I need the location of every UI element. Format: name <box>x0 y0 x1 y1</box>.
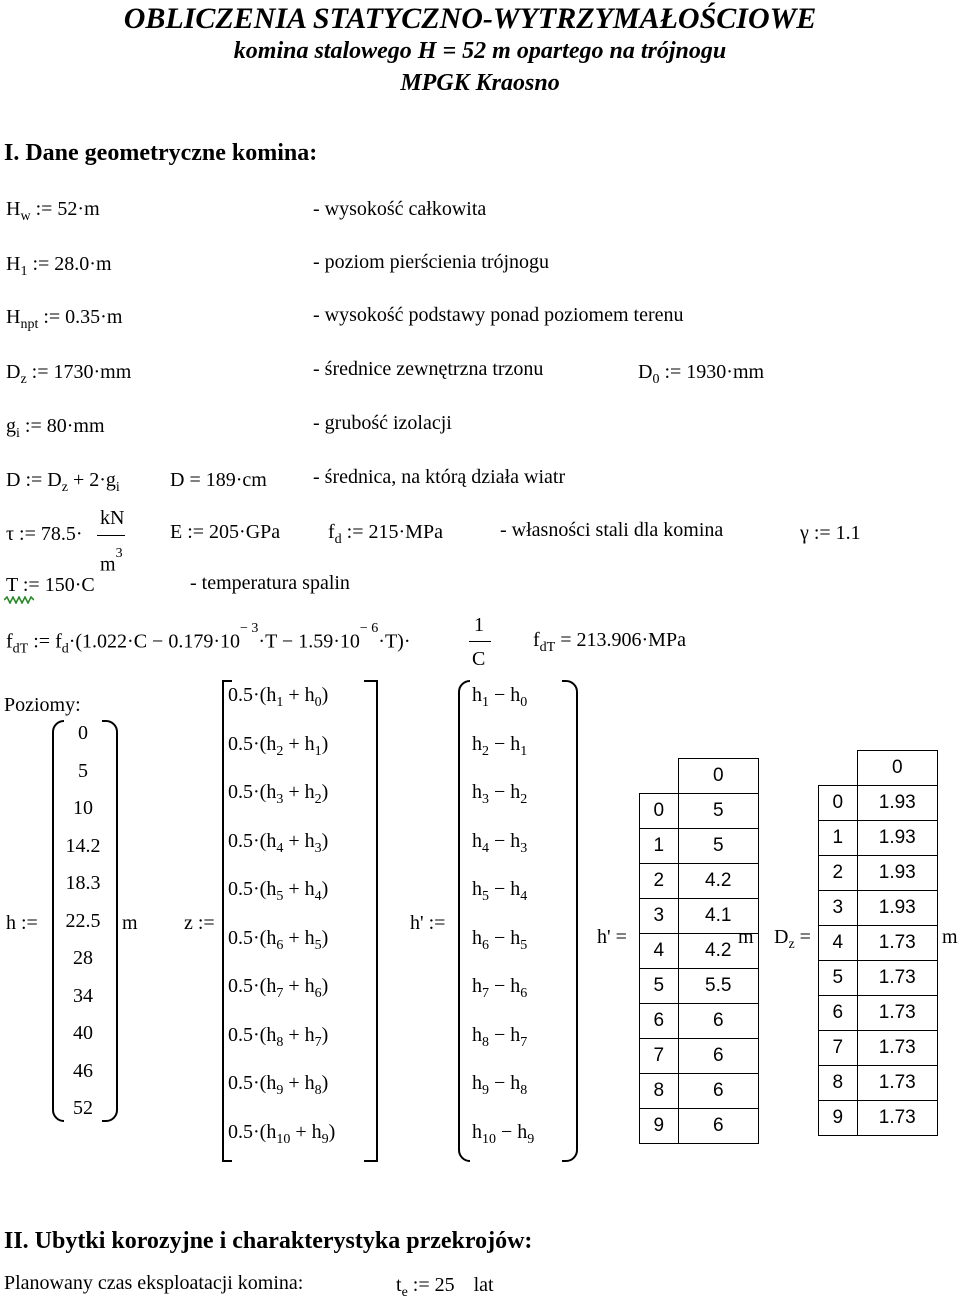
dz-result-cell: 1.93 <box>857 821 938 856</box>
dz-result-cell: 1.93 <box>857 891 938 926</box>
dz-result-row <box>819 856 938 891</box>
h-value: 0 <box>78 722 88 744</box>
hprime-result-row-index: 1 <box>640 828 679 863</box>
desc-Hnpt: - wysokość podstawy ponad poziomem terenu <box>313 304 684 326</box>
dz-result-cell: 1.73 <box>857 996 938 1031</box>
hprime-result-table <box>639 758 759 1144</box>
dz-result-row <box>819 786 938 821</box>
document-subtitle: komina stalowego H = 52 m opartego na trójnogu <box>233 38 727 64</box>
dz-result-row-index: 1 <box>819 821 858 856</box>
dz-result-row-index: 7 <box>819 1031 858 1066</box>
hprime-row: $h_2 - h_1$ <box>472 732 528 759</box>
hprime-row: $h_9 - h_8$ <box>472 1072 528 1098</box>
fdT-frac-num: 1 <box>474 614 484 636</box>
hprime-result-row-index: 2 <box>640 863 679 898</box>
var-H1: $H_1$ := 28.0·m <box>6 253 112 279</box>
hprime-result-row-index: 4 <box>640 933 679 968</box>
hprime-lhs: h' := <box>410 912 446 934</box>
h-value: 14.2 <box>65 834 101 857</box>
dz-result-cell: 1.73 <box>857 961 938 996</box>
dz-result-row <box>819 821 938 856</box>
dz-result-row <box>819 996 938 1031</box>
hprime-result-row <box>640 1038 759 1073</box>
var-D0: $D_0$ := 1930·mm <box>638 361 765 387</box>
hprime-row: $h_{10} - h_9$ <box>472 1120 535 1147</box>
fdT-frac-den: C <box>472 648 486 670</box>
desc-Dz: - średnice zewnętrzna trzonu <box>313 358 544 380</box>
hprime-result-row-index: 8 <box>640 1073 679 1108</box>
hprime-result-row-index: 7 <box>640 1038 679 1073</box>
z-row: $0.5\cdot(h_3 + h_2)$ <box>228 781 329 807</box>
tau-unit-den: $m^3$ <box>100 546 123 576</box>
var-D: D := $D_z + 2\cdot g_i$ <box>6 469 120 495</box>
h-value: 5 <box>78 759 88 782</box>
hprime-result-cell: 5 <box>678 793 759 828</box>
hprime-result-cell: 5.5 <box>678 968 759 1003</box>
hprime-result-unit: m <box>738 926 754 948</box>
desc-T: - temperatura spalin <box>190 572 350 594</box>
hprime-result-cell: 6 <box>678 1003 759 1038</box>
z-row: $0.5\cdot(h_5 + h_4)$ <box>228 878 329 904</box>
hprime-row: $h_1 - h_0$ <box>472 684 528 710</box>
fdT-fraction-bar <box>469 641 491 642</box>
section-heading-corrosion: II. Ubytki korozyjne i charakterystyka przekrojów: <box>4 1228 533 1254</box>
dz-result-cell: 1.73 <box>857 1031 938 1066</box>
dz-result-row-index: 5 <box>819 961 858 996</box>
hprime-row: $h_8 - h_7$ <box>472 1023 528 1050</box>
hprime-result-cell: 6 <box>678 1073 759 1108</box>
dz-result-lhs: $D_z$ = <box>774 926 811 952</box>
h-lhs: h := <box>6 912 38 934</box>
dz-result-row-index: 0 <box>819 786 858 821</box>
dz-result-cell: 1.73 <box>857 1101 938 1136</box>
hprime-result-row-index: 9 <box>640 1108 679 1143</box>
var-gamma: γ := 1.1 <box>800 522 861 544</box>
hprime-result-cell: 4.1 <box>678 898 759 933</box>
h-value: 22.5 <box>65 909 101 932</box>
document-title: OBLICZENIA STATYCZNO-WYTRZYMAŁOŚCIOWE <box>123 2 817 35</box>
hprime-result-cell: 6 <box>678 1108 759 1143</box>
dz-result-row <box>819 1101 938 1136</box>
tau-unit-num: kN <box>100 507 125 529</box>
z-row: $0.5\cdot(h_{10} + h_9)$ <box>228 1120 336 1147</box>
desc-D: - średnica, na którą działa wiatr <box>313 466 566 488</box>
dz-result-cell: 1.73 <box>857 1066 938 1101</box>
dz-result-col-header: 0 <box>857 751 938 786</box>
result-D: D = 189·cm <box>170 469 267 491</box>
result-fdT: $f_{dT} = 213.906\cdot MPa$ <box>533 629 686 655</box>
hprime-result-cell: 6 <box>678 1038 759 1073</box>
hprime-row: $h_3 - h_2$ <box>472 781 528 807</box>
h-value: 18.3 <box>65 872 101 894</box>
hprime-result-cell: 5 <box>678 828 759 863</box>
hprime-result-row <box>640 863 759 898</box>
h-value: 34 <box>73 984 93 1007</box>
formula-fdT: $f_{dT}$ := $f_d\cdot(1.022\cdot C - 0.179\cdot 10^{- 3}\cdot T - 1.59\cdot 10^{- 6}\cdot T)\cdot$ <box>6 621 411 657</box>
hprime-result-row-index: 0 <box>640 793 679 828</box>
dz-result-row-index: 9 <box>819 1101 858 1136</box>
var-Hnpt: $H_{npt}$ := 0.35·m <box>6 306 123 332</box>
life-label: Planowany czas eksploatacji komina: <box>4 1272 304 1294</box>
hprime-result-row-index: 3 <box>640 898 679 933</box>
hprime-row: $h_7 - h_6$ <box>472 975 528 1001</box>
var-fd: $f_d$ := 215·MPa <box>328 521 443 547</box>
dz-result-row <box>819 926 938 961</box>
section-heading-geometry: I. Dane geometryczne komina: <box>4 140 318 166</box>
hprime-result-row-index: 6 <box>640 1003 679 1038</box>
hprime-result-col-header: 0 <box>678 759 759 794</box>
hprime-result-row-index: 5 <box>640 968 679 1003</box>
dz-result-cell: 1.93 <box>857 786 938 821</box>
var-E: E := 205·GPa <box>170 521 281 543</box>
desc-gi: - grubość izolacji <box>313 412 452 434</box>
h-unit: m <box>122 912 138 934</box>
z-row: $0.5\cdot(h_8 + h_7)$ <box>228 1023 329 1050</box>
z-row: $0.5\cdot(h_9 + h_8)$ <box>228 1072 329 1098</box>
warning-squiggle-icon <box>4 596 34 604</box>
h-value: 40 <box>73 1022 93 1044</box>
var-gi: $g_i$ := 80·mm <box>6 415 105 441</box>
hprime-result-cell: 4.2 <box>678 933 759 968</box>
dz-result-row <box>819 1031 938 1066</box>
desc-steel: - własności stali dla komina <box>500 519 724 541</box>
hprime-row: $h_5 - h_4$ <box>472 878 528 904</box>
z-row: $0.5\cdot(h_7 + h_6)$ <box>228 975 329 1001</box>
dz-result-table <box>818 750 938 1136</box>
hprime-result-row <box>640 1073 759 1108</box>
hprime-row: $h_4 - h_3$ <box>472 829 528 856</box>
desc-Hw: - wysokość całkowita <box>313 198 487 220</box>
dz-result-cell: 1.93 <box>857 856 938 891</box>
dz-result-row-index: 3 <box>819 891 858 926</box>
tau-fraction-bar <box>97 535 125 536</box>
z-row: $0.5\cdot(h_2 + h_1)$ <box>228 732 329 759</box>
dz-result-row <box>819 1066 938 1101</box>
z-row: $0.5\cdot(h_4 + h_3)$ <box>228 829 329 856</box>
hprime-result-lhs: h' = <box>597 926 627 948</box>
hprime-result-row <box>640 1108 759 1143</box>
hprime-result-row <box>640 793 759 828</box>
document-location: MPGK Kraosno <box>400 70 560 96</box>
z-lhs: z := <box>184 912 215 934</box>
h-value: 52 <box>73 1097 93 1119</box>
h-value: 28 <box>73 947 93 969</box>
dz-result-row-index: 4 <box>819 926 858 961</box>
var-tau: τ := 78.5· <box>6 523 83 545</box>
hprime-result-row <box>640 1003 759 1038</box>
var-te: $t_e$ := 25 lat <box>396 1274 494 1300</box>
var-T: T := 150·C <box>6 574 95 596</box>
dz-result-row-index: 6 <box>819 996 858 1031</box>
z-row: $0.5\cdot(h_1 + h_0)$ <box>228 684 329 710</box>
hprime-result-cell: 4.2 <box>678 863 759 898</box>
hprime-row: $h_6 - h_5$ <box>472 926 528 953</box>
dz-result-row-index: 2 <box>819 856 858 891</box>
dz-result-row-index: 8 <box>819 1066 858 1101</box>
hprime-result-row <box>640 968 759 1003</box>
h-value: 10 <box>73 797 93 819</box>
z-row: $0.5\cdot(h_6 + h_5)$ <box>228 926 329 953</box>
var-Hw: $H_w$ := 52·m <box>6 198 100 224</box>
hprime-result-row <box>640 828 759 863</box>
var-Dz: $D_z$ := 1730·mm <box>6 361 132 387</box>
dz-result-row <box>819 961 938 996</box>
dz-result-unit: m <box>942 926 958 948</box>
dz-result-row <box>819 891 938 926</box>
levels-label: Poziomy: <box>4 694 81 716</box>
dz-result-cell: 1.73 <box>857 926 938 961</box>
desc-H1: - poziom pierścienia trójnogu <box>313 251 550 273</box>
h-value: 46 <box>73 1059 93 1082</box>
